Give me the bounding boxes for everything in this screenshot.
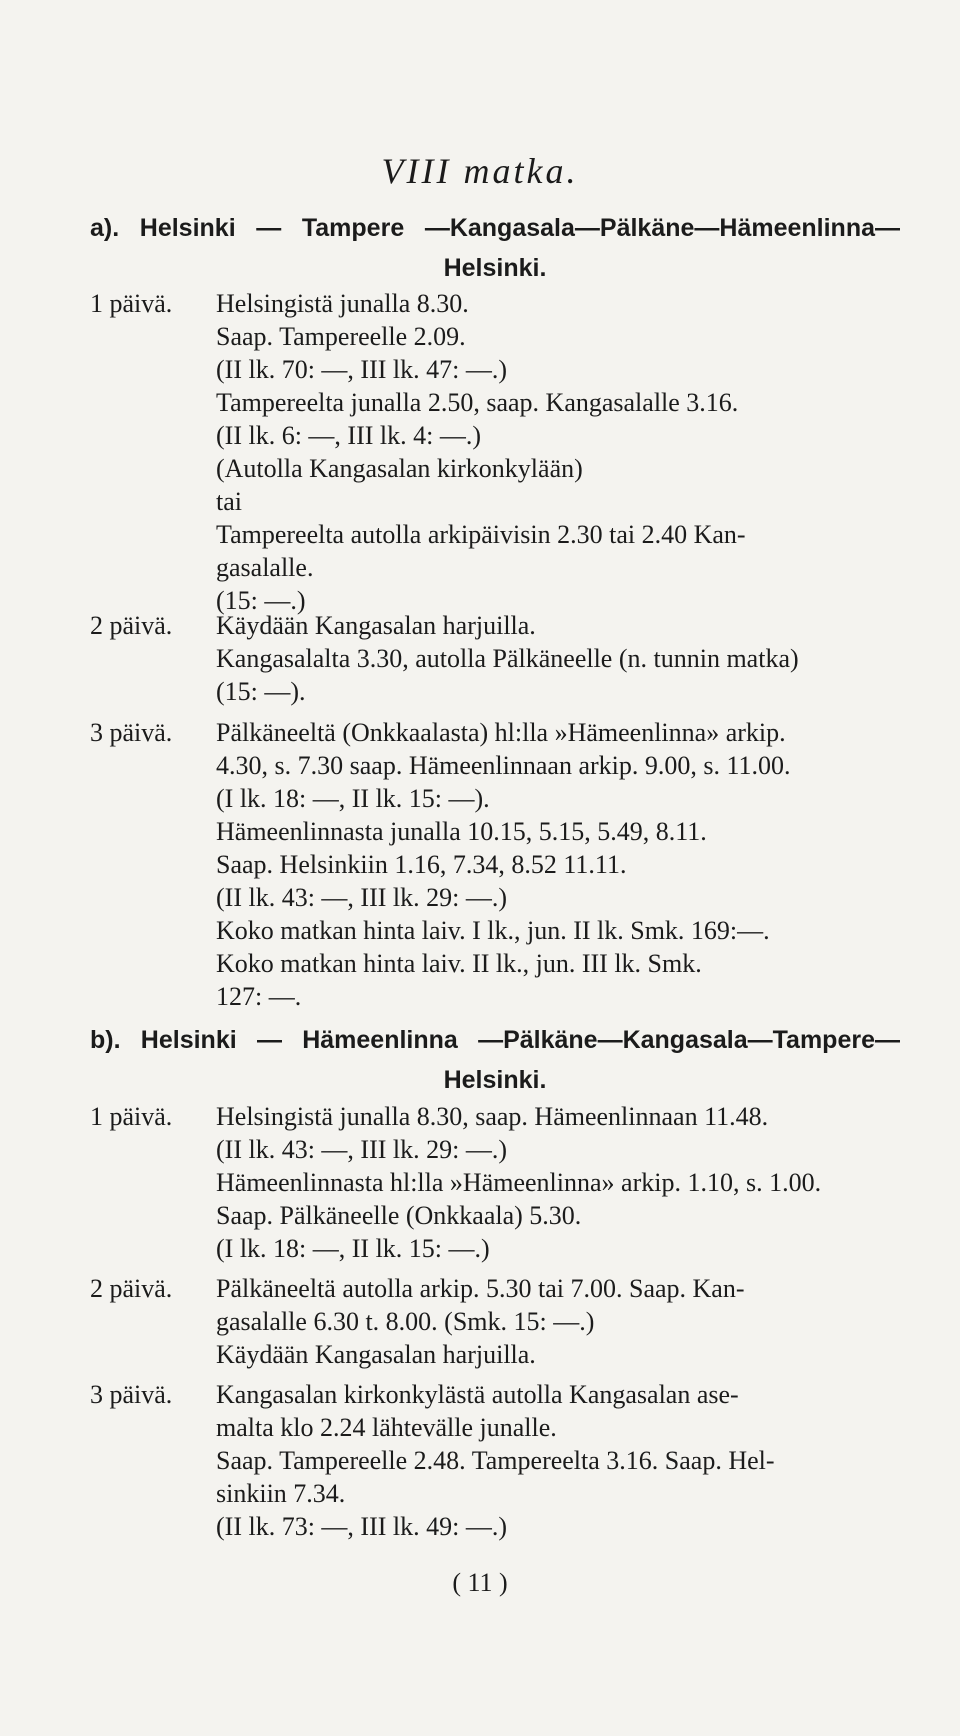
itinerary-line: (Autolla Kangasalan kirkonkylään) [216, 454, 583, 483]
page-title: VIII matka. [381, 151, 579, 191]
itinerary-line: Kangasalan kirkonkylästä autolla Kangasalan ase- [216, 1380, 739, 1409]
itinerary-line: Saap. Tampereelle 2.48. Tampereelta 3.16. Saap. Hel- [216, 1446, 775, 1475]
itinerary-line: Saap. Tampereelle 2.09. [216, 322, 466, 351]
itinerary-line: (II lk. 43: —, III lk. 29: —.) [216, 1135, 508, 1164]
itinerary-line: Tampereelta junalla 2.50, saap. Kangasalalle 3.16. [216, 388, 739, 417]
itinerary-line: (II lk. 43: —, III lk. 29: —.) [216, 883, 508, 912]
day-label: 1 päivä. [90, 1102, 173, 1131]
page-number: ( 11 ) [452, 1568, 508, 1597]
itinerary-line: Hämeenlinnasta junalla 10.15, 5.15, 5.49, 8.11. [216, 817, 707, 846]
itinerary-line: Kangasalalta 3.30, autolla Pälkäneelle (n. tunnin matka) [216, 644, 799, 673]
section-b-heading-line2: Helsinki. [443, 1066, 547, 1094]
section-a-heading-line1: a). Helsinki — Tampere —Kangasala—Pälkäne—Hämeenlinna— [90, 214, 900, 242]
itinerary-line: 127: —. [216, 982, 302, 1011]
itinerary-line: Saap. Pälkäneelle (Onkkaala) 5.30. [216, 1201, 582, 1230]
itinerary-line: Koko matkan hinta laiv. II lk., jun. III lk. Smk. [216, 949, 702, 978]
itinerary-line: tai [216, 487, 242, 516]
itinerary-line: gasalalle. [216, 553, 314, 582]
itinerary-line: sinkiin 7.34. [216, 1479, 346, 1508]
itinerary-line: Tampereelta autolla arkipäivisin 2.30 tai 2.40 Kan- [216, 520, 746, 549]
itinerary-line: (II lk. 6: —, III lk. 4: —.) [216, 421, 482, 450]
itinerary-line: Pälkäneeltä (Onkkaalasta) hl:lla »Hämeenlinna» arkip. [216, 718, 786, 747]
section-b-heading [90, 1020, 900, 1100]
itinerary-line: Pälkäneeltä autolla arkip. 5.30 tai 7.00. Saap. Kan- [216, 1274, 745, 1303]
itinerary-line: malta klo 2.24 lähtevälle junalle. [216, 1413, 557, 1442]
itinerary-line: (I lk. 18: —, II lk. 15: —). [216, 784, 490, 813]
itinerary-line: Hämeenlinnasta hl:lla »Hämeenlinna» arkip. 1.10, s. 1.00. [216, 1168, 822, 1197]
itinerary-line: Käydään Kangasalan harjuilla. [216, 611, 536, 640]
itinerary-line: (15: —). [216, 677, 306, 706]
day-label: 2 päivä. [90, 611, 173, 640]
day-label: 3 päivä. [90, 1380, 173, 1409]
itinerary-line: (15: —.) [216, 586, 306, 615]
itinerary-line: (II lk. 73: —, III lk. 49: —.) [216, 1512, 508, 1541]
itinerary-line: (I lk. 18: —, II lk. 15: —.) [216, 1234, 490, 1263]
itinerary-line: (II lk. 70: —, III lk. 47: —.) [216, 355, 508, 384]
itinerary-line: gasalalle 6.30 t. 8.00. (Smk. 15: —.) [216, 1307, 595, 1336]
day-label: 3 päivä. [90, 718, 173, 747]
section-a-heading [90, 208, 900, 288]
itinerary-line: 4.30, s. 7.30 saap. Hämeenlinnaan arkip. 9.00, s. 11.00. [216, 751, 791, 780]
day-label: 1 päivä. [90, 289, 173, 318]
itinerary-line: Käydään Kangasalan harjuilla. [216, 1340, 536, 1369]
itinerary-line: Helsingistä junalla 8.30. [216, 289, 469, 318]
itinerary-line: Koko matkan hinta laiv. I lk., jun. II lk. Smk. 169:—. [216, 916, 770, 945]
itinerary-line: Helsingistä junalla 8.30, saap. Hämeenlinnaan 11.48. [216, 1102, 769, 1131]
section-b-heading-line1: b). Helsinki — Hämeenlinna —Pälkäne—Kangasala—Tampere— [90, 1026, 900, 1054]
section-a-heading-line2: Helsinki. [443, 254, 547, 282]
itinerary-line: Saap. Helsinkiin 1.16, 7.34, 8.52 11.11. [216, 850, 627, 879]
day-label: 2 päivä. [90, 1274, 173, 1303]
